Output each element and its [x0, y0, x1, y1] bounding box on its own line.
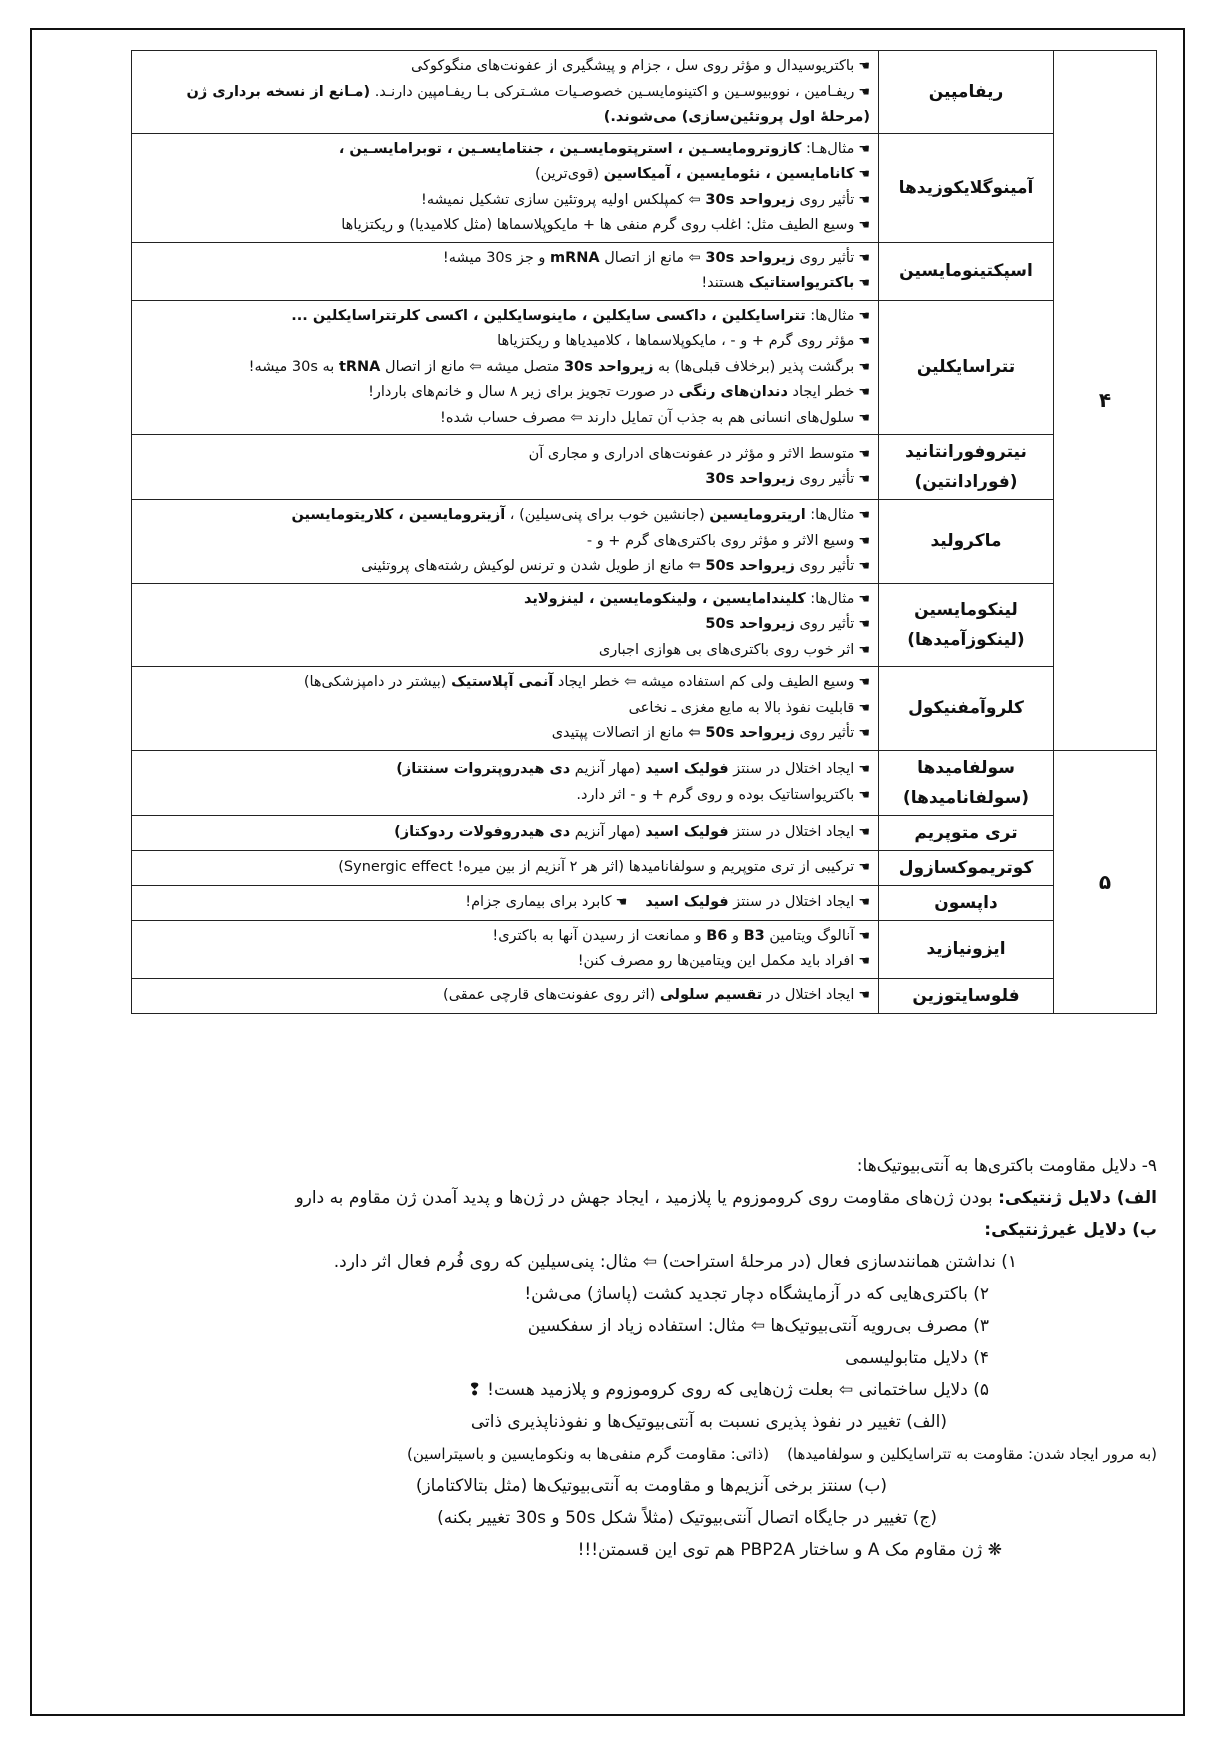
text-run: تأثیر روی	[794, 471, 855, 487]
description-line	[140, 162, 870, 188]
description-line	[140, 721, 870, 747]
pointing-hand-icon: ☚	[858, 308, 870, 324]
text-run: افراد باید مکمل این ویتامین‌ها رو مصرف کنن!	[577, 953, 855, 969]
text-run: مثال‌ها:	[805, 307, 855, 324]
emphasis-text: فولیک اسید	[645, 761, 729, 777]
description-line	[140, 612, 870, 638]
drug-description	[132, 500, 879, 584]
nongenetic-item: ۱) نداشتن همانندسازی فعال (در مرحلهٔ استراحت) ⇦ مثال: پنی‌سیلین که روی فُرم فعال اثر دارد.	[333, 1252, 1017, 1272]
text-run: ایجاد اختلال در	[762, 986, 855, 1003]
text-run: تأثیر روی	[794, 725, 855, 741]
description-line	[140, 554, 870, 580]
emphasis-text: فولیک اسید	[645, 893, 729, 910]
drug-name-line: سولفامیدها	[917, 757, 1015, 778]
text-run: اثر خوب روی باکتری‌های بی هوازی اجباری	[598, 641, 855, 658]
description-line	[140, 442, 870, 468]
drug-row	[132, 435, 1157, 500]
pointing-hand-icon: ☚	[858, 642, 870, 658]
nongenetic-item: ۵) دلایل ساختمانی ⇦ بعلت ژن‌هایی که روی کروموزوم و پلازمید هست! ❢	[467, 1380, 989, 1400]
pointing-hand-icon: ☚	[858, 591, 870, 607]
drug-row	[132, 133, 1157, 242]
emphasis-text: (مـانع از نسخه برداری ژن (مرحلهٔ اول پروتئین‌سازی) می‌شوند.)	[186, 83, 870, 125]
emphasis-text: زیرواحد 50s	[705, 616, 795, 632]
pointing-hand-icon: ☚	[858, 700, 870, 716]
description-line	[140, 54, 870, 80]
text-run: به 30s میشه!	[248, 358, 339, 375]
drug-row	[132, 978, 1157, 1013]
drug-row	[132, 885, 1157, 920]
structural-sub-a: (الف) تغییر در نفوذ پذیری نسبت به آنتی‌بیوتیک‌ها و نفوذناپذیری ذاتی	[470, 1412, 947, 1432]
emphasis-text: کلیندامایسین ، ولینکومایسین ، لینزولاید	[524, 590, 806, 607]
emphasis-text: باکتریواستاتیک	[748, 275, 855, 291]
structural-sub-b: (ب) سنتز برخی آنزیم‌ها و مقاومت به آنتی‌بیوتیک‌ها (مثل بتالاکتاماز)	[415, 1476, 887, 1496]
description-line	[140, 890, 870, 916]
pointing-hand-icon: ☚	[858, 859, 870, 875]
drug-name: فلوسایتوزین	[879, 978, 1054, 1013]
emphasis-text: اریترومایسین	[709, 507, 806, 523]
pointing-hand-icon: ☚	[858, 508, 870, 523]
drug-row	[132, 51, 1157, 134]
resistance-heading: ۹- دلایل مقاومت باکتری‌ها به آنتی‌بیوتیک‌ها:	[856, 1156, 1157, 1176]
text-run: تأثیر روی	[794, 616, 855, 632]
description-line	[140, 329, 870, 355]
pointing-hand-icon: ☚	[858, 472, 870, 487]
drug-row	[132, 300, 1157, 435]
emphasis-text: آزیترومایسین ، کلاریتومایسین	[291, 507, 506, 523]
nongenetic-reasons-label: ب) دلایل غیرژنتیکی:	[984, 1220, 1157, 1240]
pointing-hand-icon: ☚	[858, 824, 870, 840]
description-line	[140, 783, 870, 809]
description-line	[140, 80, 870, 130]
text-run: وسیع الاثر و مؤثر روی باکتری‌های گرم + و -	[586, 532, 855, 549]
nongenetic-item: ۲) باکتری‌هایی که در آزمایشگاه دچار تجدید کشت (پاساژ) می‌شن!	[524, 1284, 989, 1304]
pointing-hand-icon: ☚	[858, 726, 870, 741]
text-run: تأثیر روی	[794, 558, 855, 574]
drug-name-line: (سولفانامیدها)	[902, 787, 1030, 808]
text-run: ریفـامین ، نووبیوسـین و اکتینومایسـین خصوصـیات مشـترکی بـا ریفـامپین دارنـد.	[370, 83, 855, 100]
pointing-hand-icon: ☚	[858, 385, 870, 400]
drug-name: کلروآمفنیکول	[879, 667, 1054, 751]
text-run: وسیع الطیف ولی کم استفاده میشه ⇦ خطر ایجاد	[553, 674, 855, 690]
emphasis-text: دی هیدروپتروات سنتتاز)	[396, 761, 571, 777]
nongenetic-item: ۳) مصرف بی‌رویه آنتی‌بیوتیک‌ها ⇦ مثال: استفاده زیاد از سفکسین	[527, 1316, 989, 1336]
text-run: ⇦ مانع از اتصال	[599, 249, 706, 266]
drug-row	[132, 500, 1157, 584]
description-line	[140, 213, 870, 239]
drug-description	[132, 242, 879, 300]
pointing-hand-icon: ☚	[858, 84, 870, 100]
description-line	[140, 467, 870, 493]
pointing-hand-icon: ☚	[858, 617, 870, 632]
drug-name: کوتریموکسازول	[879, 850, 1054, 885]
drug-description	[132, 750, 879, 815]
text-run: ترکیبی از تری متوپریم و سولفانامیدها (اثر هر ۲ آنزیم از بین میره! Synergic effect)	[338, 858, 855, 875]
text-run: (اثر روی عفونت‌های قارچی عمقی)	[443, 986, 660, 1003]
description-line	[140, 587, 870, 613]
drug-row	[132, 583, 1157, 667]
text-run: کابرد برای بیماری جزام!	[465, 893, 612, 910]
text-run: ⇦ کمپلکس اولیه پروتئین سازی تشکیل نمیشه!	[421, 191, 706, 208]
drug-name	[879, 435, 1054, 500]
pointing-hand-icon: ☚	[858, 894, 870, 910]
drug-description	[132, 978, 879, 1013]
text-run: و ممانعت از رسیدن آنها به باکتری!	[492, 927, 707, 944]
emphasis-text: B6	[706, 927, 728, 944]
pointing-hand-icon: ☚	[858, 762, 870, 777]
drug-description	[132, 850, 879, 885]
description-line	[140, 380, 870, 406]
text-run: برگشت پذیر (برخلاف قبلی‌ها) به	[653, 358, 855, 375]
text-run: و جز 30s میشه!	[442, 249, 551, 266]
text-run: (مهار آنزیم	[570, 761, 646, 777]
pointing-hand-icon: ☚	[858, 192, 870, 208]
drug-description	[132, 920, 879, 978]
text-run: قابلیت نفوذ بالا به مایع مغزی ـ نخاعی	[628, 699, 855, 716]
drug-name: ریفامپین	[879, 51, 1054, 134]
drug-row	[132, 850, 1157, 885]
emphasis-text: زیرواحد 30s	[705, 471, 795, 487]
text-run: ایجاد اختلال در سنتز	[728, 893, 855, 910]
description-line	[140, 304, 870, 330]
drug-description	[132, 435, 879, 500]
description-line	[140, 188, 870, 214]
text-run: متصل میشه ⇦ مانع از اتصال	[380, 358, 564, 375]
drug-name: ماکرولید	[879, 500, 1054, 584]
drug-description	[132, 300, 879, 435]
text-run: باکتریواستاتیک بوده و روی گرم + و - اثر دارد.	[576, 786, 855, 803]
pointing-hand-icon: ☚	[858, 167, 870, 182]
emphasis-text: دی هیدروفولات ردوکتاز)	[394, 823, 571, 840]
description-line	[140, 638, 870, 664]
emphasis-text: زیرواحد 30s	[705, 249, 795, 266]
text-run: باکتریوسیدال و مؤثر روی سل ، جزام و پیشگیری از عفونت‌های منگوکوکی	[410, 58, 855, 74]
pointing-hand-icon: ☚	[858, 59, 870, 74]
emphasis-text: فولیک اسید	[645, 823, 729, 840]
emphasis-text: تتراسایکلین ، داکسی سایکلین ، ماینوسایکلین ، اکسی کلرتتراسایکلین ...	[291, 307, 806, 324]
text-run: (قوی‌ترین)	[534, 166, 604, 182]
drug-name: داپسون	[879, 885, 1054, 920]
description-line	[140, 855, 870, 881]
text-run: در صورت تجویز برای زیر ۸ سال و خانم‌های باردار!	[368, 384, 679, 400]
emphasis-text: کازوترومایسـین ، استرپتومایسـین ، جنتامایسـین ، توبرامایسـین ،	[338, 140, 802, 157]
description-line	[140, 670, 870, 696]
drug-name-line: (فورادانتین)	[914, 472, 1018, 492]
pointing-hand-icon: ☚	[858, 446, 870, 462]
text-run: تأثیر روی	[794, 191, 855, 208]
drug-row	[132, 815, 1157, 850]
pointing-hand-icon: ☚	[858, 141, 870, 157]
footnote: ❋ ژن مقاوم مک A و ساختار PBP2A هم توی این قسمتن!!!	[577, 1540, 1002, 1560]
drug-name: اسپکتینومایسین	[879, 242, 1054, 300]
drug-name-line: نیتروفورانتانید	[905, 442, 1027, 462]
description-line	[140, 983, 870, 1009]
description-line	[140, 757, 870, 783]
description-line	[140, 696, 870, 722]
emphasis-text: زیرواحد 50s ⇦	[688, 725, 795, 741]
emphasis-text: B3	[743, 927, 765, 944]
drug-row	[132, 920, 1157, 978]
drug-description	[132, 583, 879, 667]
text-run: مثال‌هـا:	[801, 140, 855, 157]
description-line	[140, 246, 870, 272]
pointing-hand-icon: ☚	[858, 675, 870, 690]
text-run: ایجاد اختلال در سنتز	[728, 823, 855, 840]
drug-description	[132, 815, 879, 850]
description-line	[140, 529, 870, 555]
text-run: سلول‌های انسانی هم به جذب آن تمایل دارند ⇦ مصرف حساب شده!	[440, 409, 855, 426]
text-run: (جانشین خوب برای پنی‌سیلین) ،	[505, 507, 710, 523]
text-run: ایجاد اختلال در سنتز	[728, 761, 855, 777]
emphasis-text: tRNA	[338, 358, 381, 375]
text-run: مانع از طویل شدن و ترنس لوکیش رشته‌های پروتئینی	[361, 558, 689, 574]
drug-description	[132, 133, 879, 242]
description-line	[140, 271, 870, 297]
pointing-hand-icon: ☚	[858, 559, 870, 574]
pointing-hand-icon: ☚	[858, 410, 870, 426]
genetic-reasons: الف) دلایل ژنتیکی: بودن ژن‌های مقاومت روی کروموزوم یا پلازمید ، ایجاد جهش در ژن‌ها و پدید آمدن ژن مقاوم به دارو	[295, 1188, 1157, 1208]
emphasis-text: تقسیم سلولی	[659, 986, 763, 1003]
drug-description	[132, 885, 879, 920]
drug-name-line: (لینکوزآمیدها)	[907, 629, 1025, 650]
drug-description	[132, 667, 879, 751]
pointing-hand-icon: ☚	[858, 250, 870, 266]
group-number: ۵	[1054, 750, 1157, 1013]
drug-name	[879, 750, 1054, 815]
group-number: ۴	[1054, 51, 1157, 751]
emphasis-text: آنمی آپلاستیک	[451, 674, 554, 690]
emphasis-text: کانامایسین ، نئومایسین ، آمیکاسین	[603, 166, 855, 182]
drug-name: تری متوپریم	[879, 815, 1054, 850]
emphasis-text: زیرواحد 30s	[705, 191, 795, 208]
description-line	[140, 820, 870, 846]
emphasis-text: mRNA	[550, 249, 600, 266]
antibiotics-table	[131, 50, 1157, 1014]
emphasis-text: زیرواحد 30s	[563, 358, 654, 375]
text-run: و	[727, 927, 744, 944]
pointing-hand-icon: ☚	[858, 533, 870, 549]
pointing-hand-icon: ☚	[858, 276, 870, 291]
drug-name	[879, 583, 1054, 667]
pointing-hand-icon: ☚	[858, 787, 870, 803]
pointing-hand-icon: ☚	[615, 894, 628, 910]
description-line	[140, 924, 870, 950]
text-run: خطر ایجاد	[787, 384, 855, 400]
drug-row	[132, 667, 1157, 751]
description-line	[140, 406, 870, 432]
pointing-hand-icon: ☚	[858, 334, 870, 349]
pointing-hand-icon: ☚	[858, 218, 870, 233]
resistance-notes	[45, 1150, 1157, 1566]
description-line	[140, 503, 870, 529]
text-run: مانع از اتصالات پپتیدی	[551, 725, 689, 741]
description-line	[140, 137, 870, 163]
pointing-hand-icon: ☚	[858, 928, 870, 944]
pointing-hand-icon: ☚	[858, 954, 870, 969]
structural-sub-c: (ج) تغییر در جایگاه اتصال آنتی‌بیوتیک (مثلاً شکل 50s و 30s تغییر بکنه)	[437, 1508, 937, 1528]
structural-sub-a-notes: (به مرور ایجاد شدن: مقاومت به تتراسایکلین و سولفامیدها)(ذاتی: مقاومت گرم منفی‌ها به ونکومایسین و باسیتراسین)	[407, 1445, 1157, 1463]
text-run: وسیع الطیف مثل: اغلب روی گرم منفی ها + مایکوپلاسماها (مثل کلامیدیا) و ریکتزیاها	[341, 217, 855, 233]
text-run: تأثیر روی	[794, 249, 855, 266]
nongenetic-item: ۴) دلایل متابولیسمی	[845, 1348, 989, 1368]
emphasis-text: زیرواحد 50s ⇦	[688, 558, 795, 574]
text-run: مؤثر روی گرم + و - ، مایکوپلاسماها ، کلامیدیاها و ریکتزیاها	[497, 333, 855, 349]
text-run: مثال‌ها:	[805, 590, 855, 607]
pointing-hand-icon: ☚	[858, 359, 870, 375]
drug-row	[132, 750, 1157, 815]
drug-name: تتراسایکلین	[879, 300, 1054, 435]
text-run: آنالوگ ویتامین	[764, 927, 855, 944]
drug-name: آمینوگلایکوزیدها	[879, 133, 1054, 242]
text-run: هستند!	[701, 275, 749, 291]
drug-name: ایزونیازید	[879, 920, 1054, 978]
description-line	[140, 355, 870, 381]
drug-name-line: لینکومایسین	[914, 599, 1018, 620]
text-run: مثال‌ها:	[805, 507, 855, 523]
text-run: (مهار آنزیم	[570, 823, 646, 840]
drug-row	[132, 242, 1157, 300]
pointing-hand-icon: ☚	[858, 987, 870, 1003]
drug-description	[132, 51, 879, 134]
emphasis-text: دندان‌های رنگی	[678, 384, 788, 400]
text-run: (بیشتر در دامپزشکی‌ها)	[303, 674, 452, 690]
text-run: متوسط الاثر و مؤثر در عفونت‌های ادراری و مجاری آن	[528, 445, 855, 462]
description-line	[140, 949, 870, 975]
